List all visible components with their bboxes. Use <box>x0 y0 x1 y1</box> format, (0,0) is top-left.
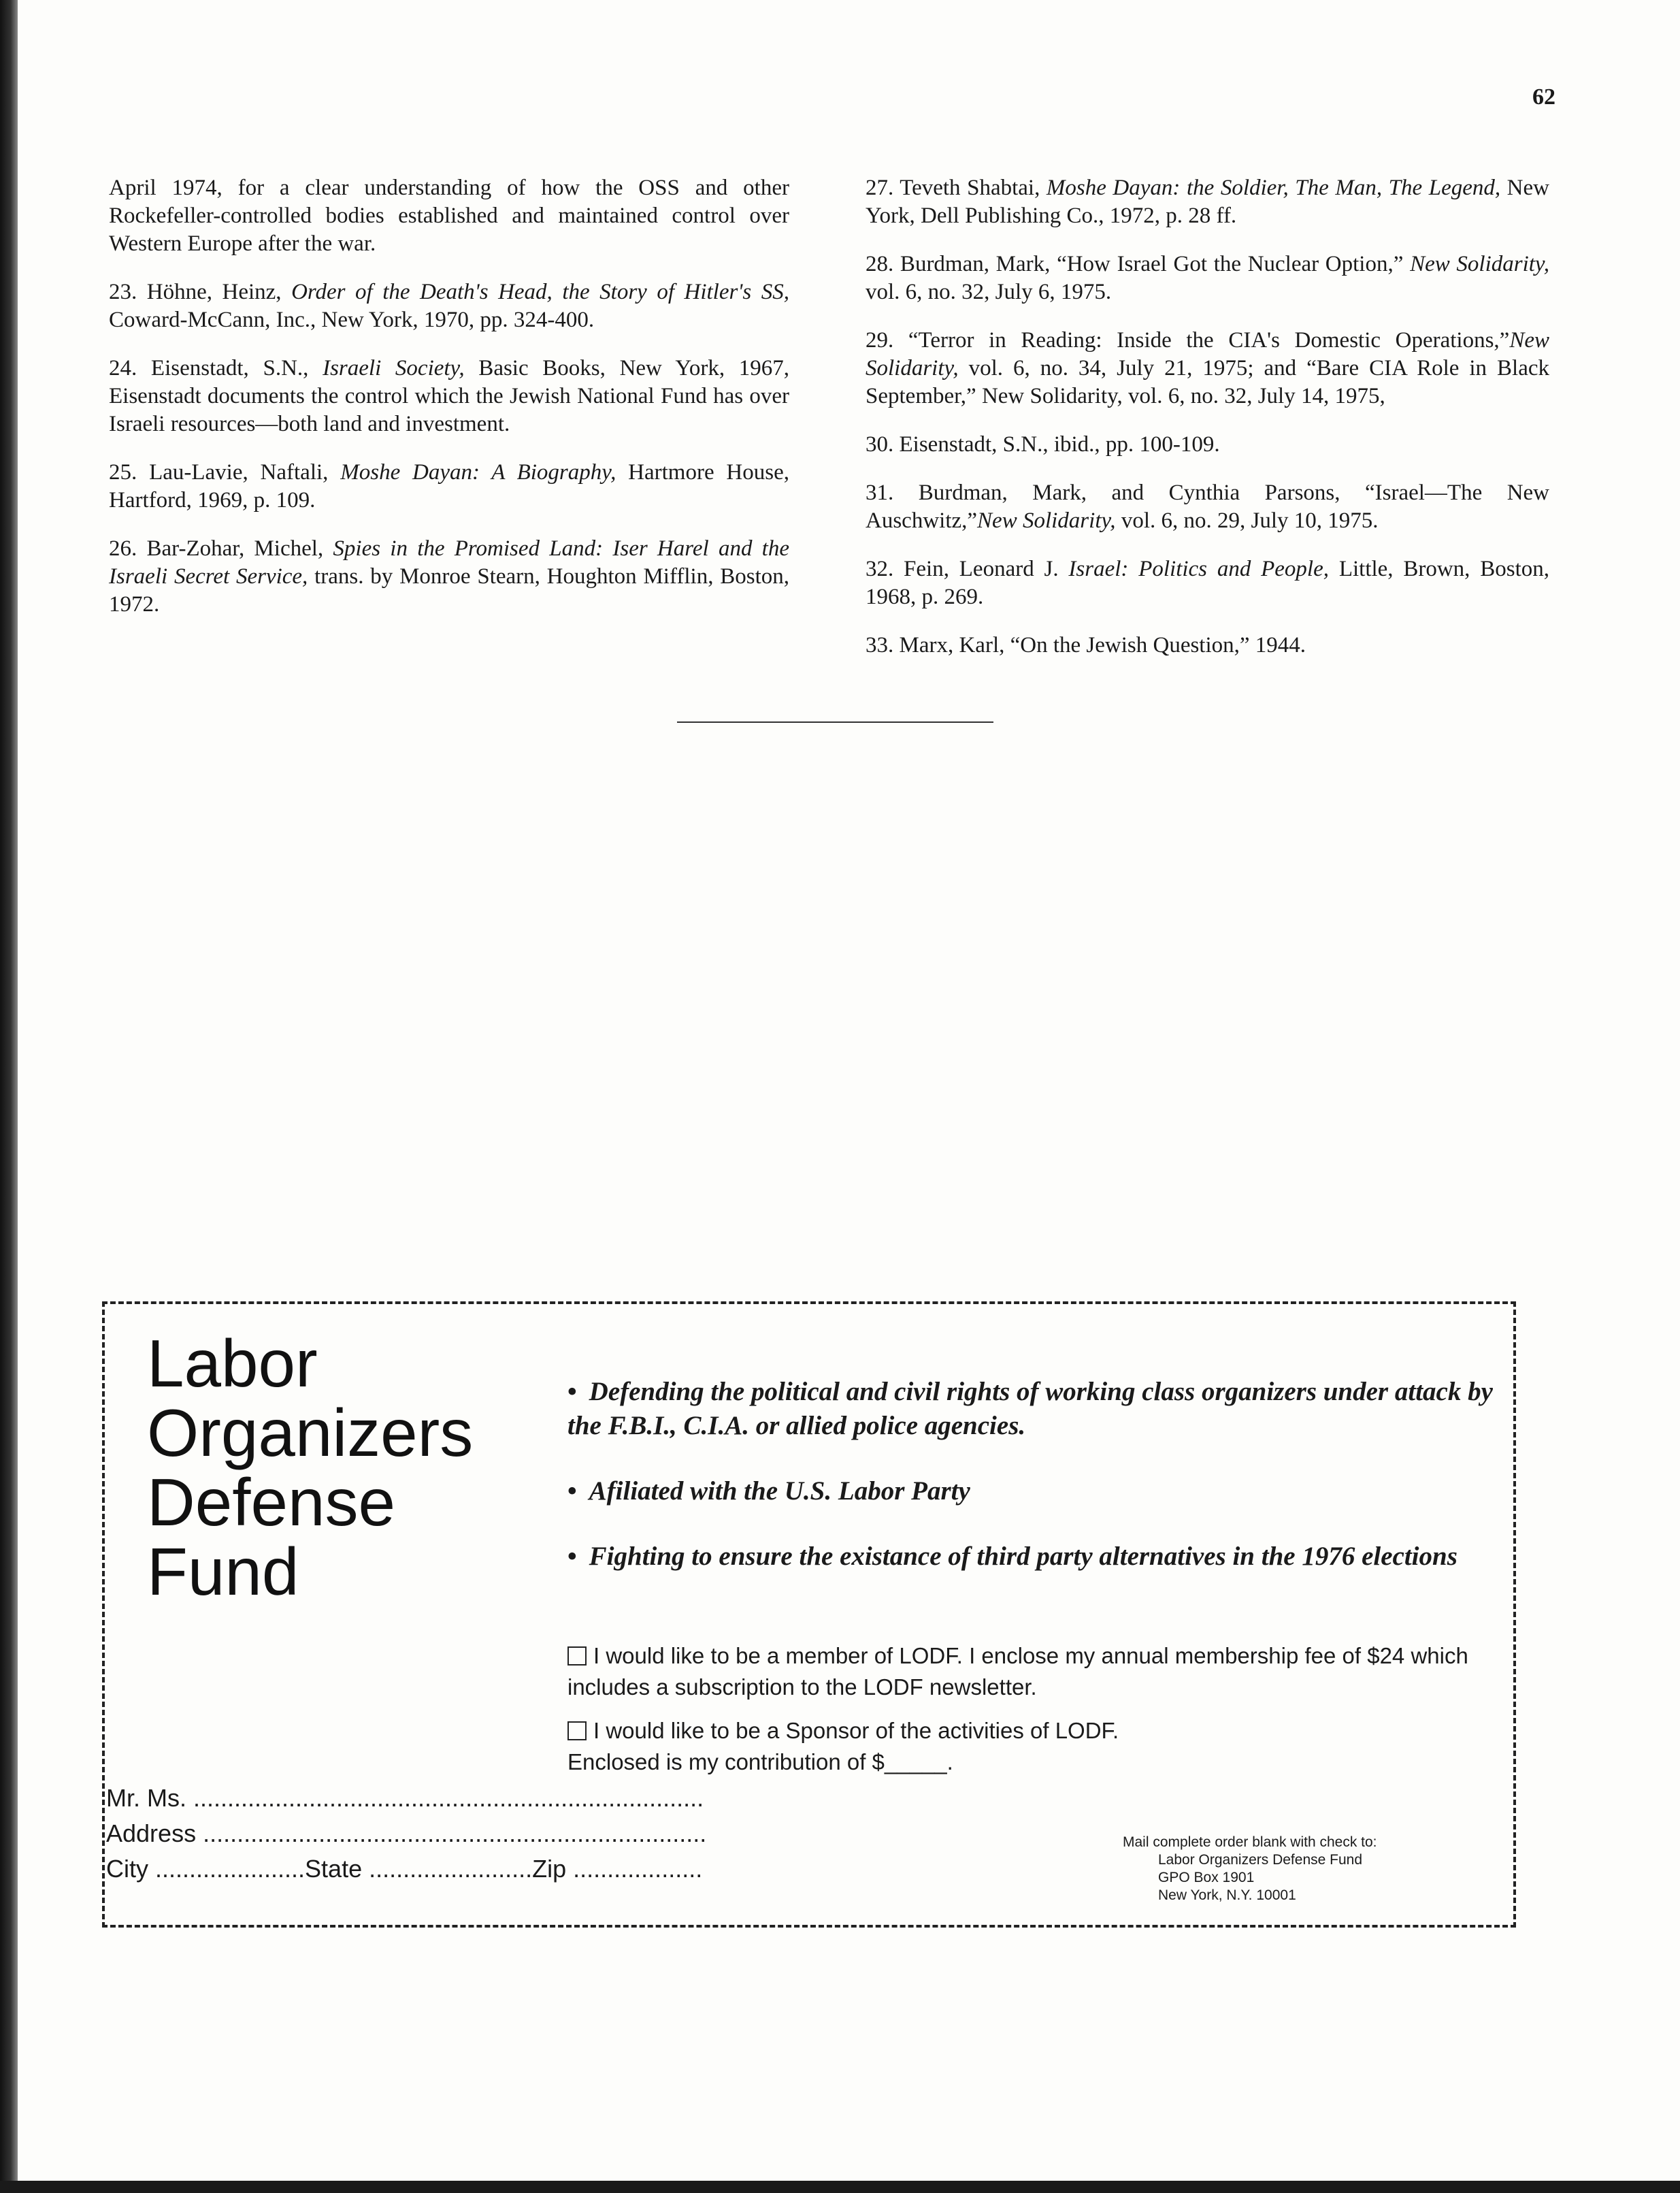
bullet-item <box>567 1474 1493 1508</box>
footnote-text: Basic Books, New York, 1967, Eisenstadt documents the control which the Jewish National Fund has over Israeli resources—both land and investment. <box>109 356 790 436</box>
mail-line: GPO Box 1901 <box>1158 1870 1255 1885</box>
bullet-icon: • <box>567 1377 577 1406</box>
bullet-text: Defending the political and civil rights of working class organizers under attack by the F.B.I., C.I.A. or allied police agencies. <box>567 1377 1493 1440</box>
footnote-30 <box>866 431 1549 459</box>
footnote-title: New Solidarity, <box>977 508 1116 533</box>
order-form-fields <box>106 1781 1059 1887</box>
lodf-bullets <box>567 1375 1493 1605</box>
footnote-33 <box>866 632 1549 660</box>
footnote-text: 24. Eisenstadt, S.N., <box>109 356 323 380</box>
footnote-text: 28. Burdman, Mark, “How Israel Got the Nuclear Option,” <box>866 252 1411 276</box>
footnote-title: Moshe Dayan: A Biography, <box>340 460 616 485</box>
section-divider <box>677 721 993 723</box>
footnote-31 <box>866 479 1549 535</box>
footnote-text: vol. 6, no. 34, July 21, 1975; and “Bare CIA Role in Black September,” New Solidarity, vol. 6, no. 32, July 14, 1975, <box>866 356 1549 408</box>
footnote-29 <box>866 327 1549 410</box>
member-checkbox[interactable] <box>567 1646 587 1666</box>
bullet-icon: • <box>567 1476 577 1506</box>
footnote-23 <box>109 278 789 334</box>
bullet-item <box>567 1375 1493 1443</box>
address-field[interactable]: Address .......................................................................... <box>106 1819 707 1847</box>
footnote-25 <box>109 459 789 515</box>
scan-bottom-edge <box>0 2181 1680 2193</box>
footnote-text: Hartmore House, Hartford, 1969, p. 109. <box>109 460 789 513</box>
sponsor-option-text: I would like to be a Sponsor of the activities of LODF. <box>593 1718 1119 1743</box>
footnote-text: 32. Fein, Leonard J. <box>866 557 1069 581</box>
membership-options <box>567 1640 1506 1790</box>
footnote-text: vol. 6, no. 32, July 6, 1975. <box>866 280 1112 304</box>
footnote-26 <box>109 535 789 619</box>
footnote-text: 23. Höhne, Heinz, <box>109 280 292 304</box>
footnote-text: April 1974, for a clear understanding of how the OSS and other Rockefeller-controlled bodies established and maintained control over Western Europe after the war. <box>109 176 789 256</box>
footnote-text: Coward-McCann, Inc., New York, 1970, pp. 324-400. <box>109 308 595 332</box>
sponsor-option <box>567 1715 1506 1778</box>
footnote-text: 31. Burdman, Mark, and Cynthia Parsons, “Israel—The New Auschwitz,” <box>866 481 1549 533</box>
name-field[interactable]: Mr. Ms. ........................................................................... <box>106 1784 704 1812</box>
footnote-24 <box>109 355 789 438</box>
footnotes-right-column <box>866 174 1549 680</box>
footnote-32 <box>866 555 1549 611</box>
mail-heading: Mail complete order blank with check to: <box>1123 1834 1377 1850</box>
footnote-text: New York, Dell Publishing Co., 1972, p. 28 ff. <box>866 176 1549 228</box>
footnote-text: vol. 6, no. 29, July 10, 1975. <box>1115 508 1379 533</box>
sponsor-checkbox[interactable] <box>567 1721 587 1740</box>
footnote-text: trans. by Monroe Stearn, Houghton Mifflin, Boston, 1972. <box>109 564 789 617</box>
footnote-title: New Solidarity, <box>1410 252 1550 276</box>
title-line: Fund <box>147 1534 299 1609</box>
lodf-coupon <box>102 1301 1516 1928</box>
mail-line: Labor Organizers Defense Fund <box>1158 1852 1362 1868</box>
footnote-title: Israeli Society, <box>323 356 465 380</box>
footnote-title: Order of the Death's Head, the Story of Hitler's SS, <box>291 280 789 304</box>
member-option-text: I would like to be a member of LODF. I enclose my annual membership fee of $24 which includes a subscription to the LODF newsletter. <box>567 1643 1468 1700</box>
footnote-title: Moshe Dayan: the Soldier, The Man, The Legend, <box>1046 176 1501 200</box>
mailing-instructions <box>1123 1834 1477 1904</box>
member-option <box>567 1640 1506 1703</box>
footnote-28 <box>866 250 1549 306</box>
bullet-item <box>567 1540 1493 1574</box>
footnote-text: 27. Teveth Shabtai, <box>866 176 1047 200</box>
footnote-text: 33. Marx, Karl, “On the Jewish Question,” 1944. <box>866 633 1306 657</box>
footnote-text: 30. Eisenstadt, S.N., ibid., pp. 100-109. <box>866 432 1220 457</box>
bullet-text: Fighting to ensure the existance of third party alternatives in the 1976 elections <box>589 1542 1457 1571</box>
footnote-title: Spies in the Promised Land: Iser Harel and the Israeli Secret Service, <box>109 536 789 589</box>
bullet-text: Afiliated with the U.S. Labor Party <box>589 1476 970 1506</box>
footnotes-left-column <box>109 174 789 639</box>
page-number: 62 <box>1532 84 1555 110</box>
footnote-text: 26. Bar-Zohar, Michel, <box>109 536 333 561</box>
title-line: Defense <box>147 1465 396 1540</box>
footnote-text: 25. Lau-Lavie, Naftali, <box>109 460 341 485</box>
title-line: Organizers <box>147 1395 474 1470</box>
footnote-27 <box>866 174 1549 230</box>
footnote-text: Little, Brown, Boston, 1968, p. 269. <box>866 557 1550 609</box>
footnote-title: New Solidarity, <box>866 328 1549 380</box>
mail-line: New York, N.Y. 10001 <box>1158 1887 1296 1903</box>
footnote-continuation <box>109 174 789 258</box>
footnote-text: 29. “Terror in Reading: Inside the CIA's Domestic Operations,” <box>866 328 1510 353</box>
contribution-line[interactable]: Enclosed is my contribution of $_____. <box>567 1749 953 1774</box>
scan-spine-shadow <box>0 0 18 2193</box>
title-line: Labor <box>147 1326 318 1401</box>
lodf-title <box>147 1326 474 1609</box>
city-state-zip-field[interactable]: City ......................State ........................Zip ................... <box>106 1855 703 1883</box>
footnote-title: Israel: Politics and People, <box>1068 557 1330 581</box>
bullet-icon: • <box>567 1542 577 1571</box>
